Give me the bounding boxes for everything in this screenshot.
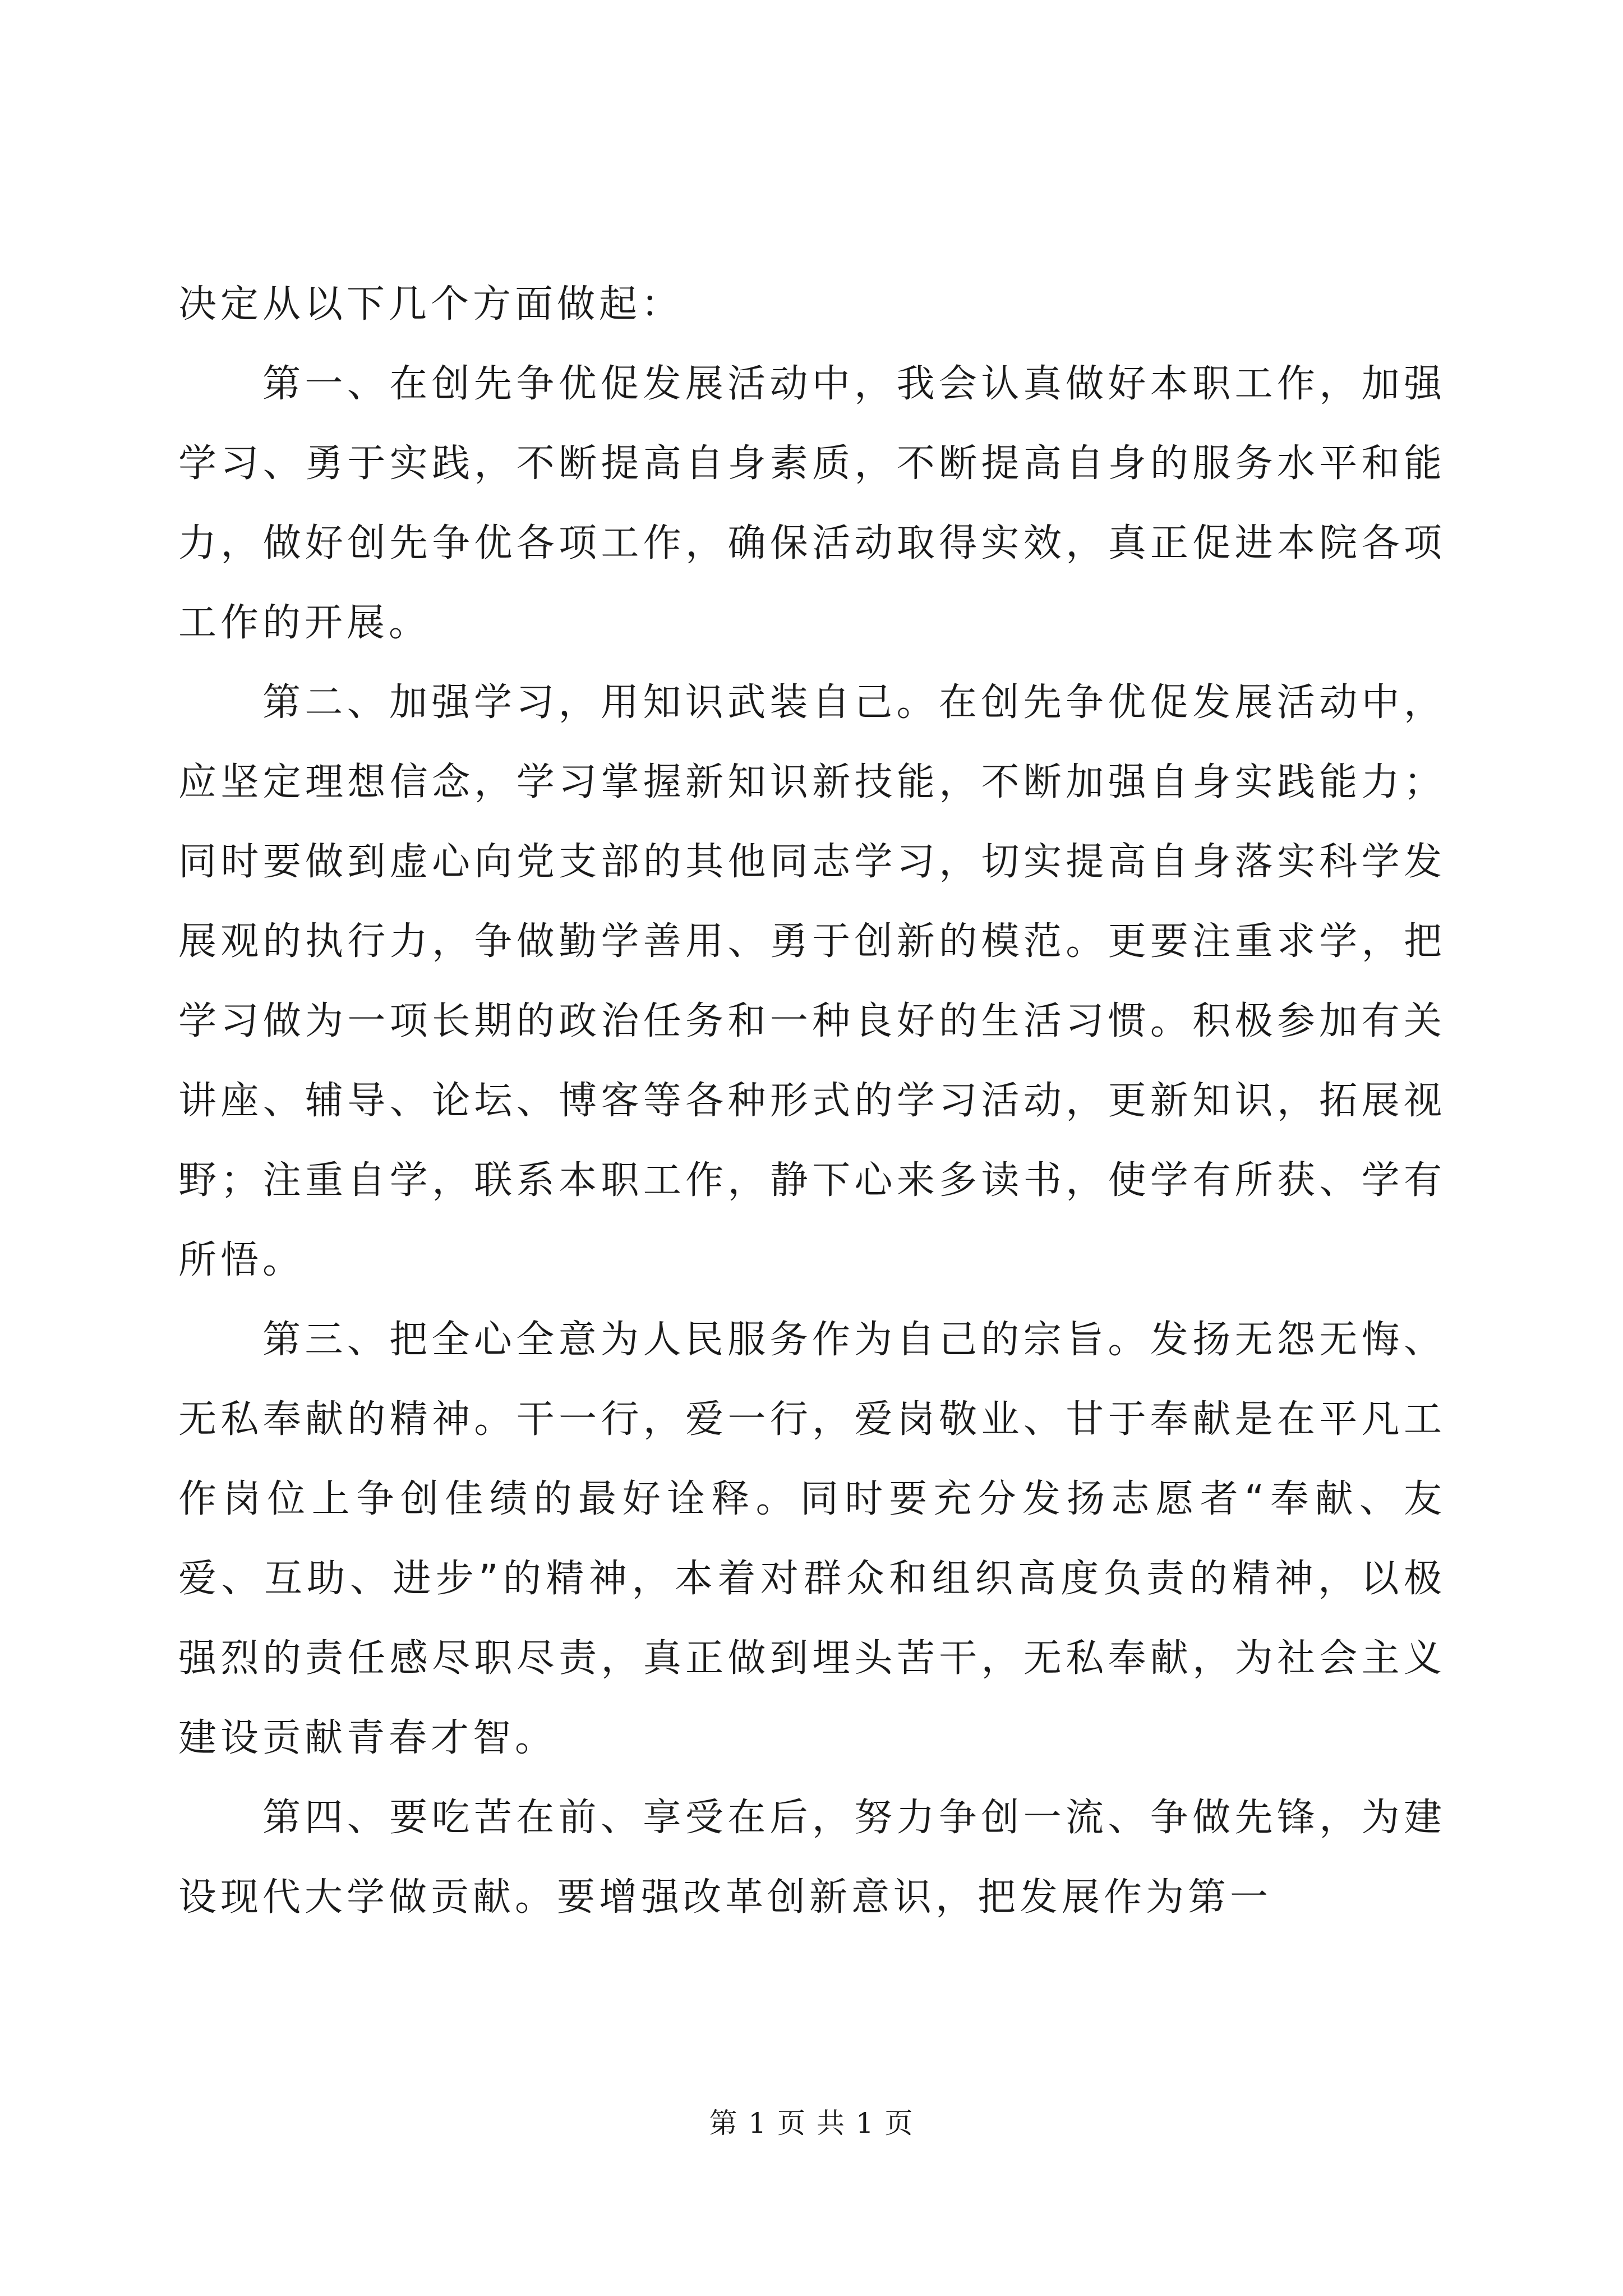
document-body — [178, 265, 1446, 1938]
page-number-footer: 第 1 页 共 1 页 — [709, 2107, 914, 2139]
paragraph-fourth: 第四、要吃苦在前、享受在后，努力争创一流、争做先锋，为建设现代大学做贡献。要增强改革创新意识，把发展作为第一 — [178, 1796, 1446, 1920]
paragraph-third: 第三、把全心全意为人民服务作为自己的宗旨。发扬无怨无悔、无私奉献的精神。干一行，爱一行，爱岗敬业、甘于奉献是在平凡工作岗位上争创佳绩的最好诠释。同时要充分发扬志愿者“奉献、友爱、互助、进步”的精神，本着对群众和组织高度负责的精神，以极强烈的责任感尽职尽责，真正做到埋头苦干，无私奉献，为社会主义建设贡献青春才智。 — [178, 1318, 1446, 1760]
paragraph-first: 第一、在创先争优促发展活动中，我会认真做好本职工作，加强学习、勇于实践，不断提高自身素质，不断提高自身的服务水平和能力，做好创先争优各项工作，确保活动取得实效，真正促进本院各项工作的开展。 — [178, 362, 1446, 645]
paragraph-second: 第二、加强学习，用知识武装自己。在创先争优促发展活动中，应坚定理想信念，学习掌握新知识新技能，不断加强自身实践能力；同时要做到虚心向党支部的其他同志学习，切实提高自身落实科学发展观的执行力，争做勤学善用、勇于创新的模范。更要注重求学，把学习做为一项长期的政治任务和一种良好的生活习惯。积极参加有关讲座、辅导、论坛、博客等各种形式的学习活动，更新知识，拓展视野；注重自学，联系本职工作，静下心来多读书，使学有所获、学有所悟。 — [178, 680, 1446, 1282]
paragraph-intro: 决定从以下几个方面做起： — [178, 282, 684, 326]
